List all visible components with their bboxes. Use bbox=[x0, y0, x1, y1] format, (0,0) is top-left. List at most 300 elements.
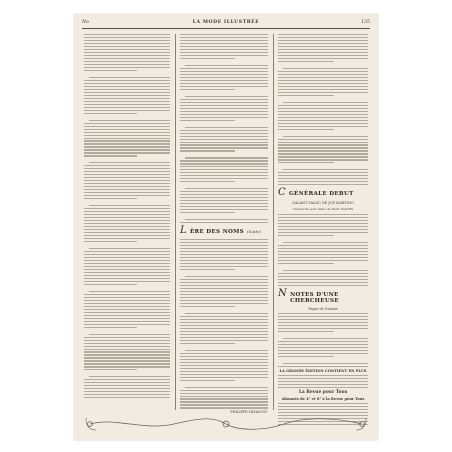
publication-title: LA MODE ILLUSTRÉE bbox=[192, 20, 260, 25]
text-line bbox=[84, 272, 170, 273]
text-line bbox=[278, 86, 368, 87]
text-line bbox=[84, 281, 170, 282]
text-line bbox=[180, 40, 268, 41]
text-line bbox=[84, 186, 170, 187]
text-line bbox=[84, 123, 170, 124]
text-line bbox=[180, 108, 268, 109]
text-line bbox=[89, 205, 170, 206]
text-line bbox=[180, 294, 268, 295]
text-line bbox=[84, 351, 170, 352]
text-line bbox=[84, 37, 170, 38]
text-line bbox=[89, 120, 170, 121]
text-line bbox=[180, 46, 268, 47]
subscription-notice: Abonnés de 4° et 8° à la Revue pour Tous bbox=[281, 397, 365, 402]
text-line bbox=[180, 362, 268, 363]
text-line bbox=[180, 34, 268, 35]
revue-title: La Revue pour Tous bbox=[298, 390, 348, 396]
text-line bbox=[278, 214, 368, 215]
text-line bbox=[180, 150, 235, 151]
text-line bbox=[278, 108, 368, 109]
text-line bbox=[84, 315, 170, 316]
text-line bbox=[84, 195, 170, 196]
text-line bbox=[278, 257, 368, 258]
text-line bbox=[278, 350, 368, 351]
text-line bbox=[84, 269, 170, 270]
column-left bbox=[84, 34, 170, 410]
text-line bbox=[180, 120, 235, 121]
text-line bbox=[185, 276, 268, 277]
text-line bbox=[84, 226, 170, 227]
text-line bbox=[278, 184, 368, 185]
text-line bbox=[278, 325, 368, 326]
text-line bbox=[278, 74, 368, 75]
text-line bbox=[180, 380, 235, 381]
text-line bbox=[283, 242, 368, 243]
text-line bbox=[89, 77, 170, 78]
text-line bbox=[180, 111, 268, 112]
text-line bbox=[84, 360, 170, 361]
text-line bbox=[89, 248, 170, 249]
text-line bbox=[278, 52, 368, 53]
text-line bbox=[278, 313, 368, 314]
text-line bbox=[180, 401, 268, 402]
text-line bbox=[278, 142, 368, 143]
text-line bbox=[278, 282, 368, 283]
text-line bbox=[84, 61, 170, 62]
text-line bbox=[180, 114, 268, 115]
text-line bbox=[84, 89, 170, 90]
text-line bbox=[180, 257, 268, 258]
text-line bbox=[278, 263, 334, 264]
text-line bbox=[180, 206, 268, 207]
text-line bbox=[84, 238, 170, 239]
text-line bbox=[278, 105, 368, 106]
text-line bbox=[278, 71, 368, 72]
text-line bbox=[278, 77, 368, 78]
section-subtitle: (Suite). bbox=[247, 230, 263, 235]
text-line bbox=[180, 398, 268, 399]
text-line bbox=[278, 83, 368, 84]
text-line bbox=[278, 344, 368, 345]
text-line bbox=[278, 319, 368, 320]
text-line bbox=[278, 126, 368, 127]
text-line bbox=[278, 403, 368, 404]
text-line bbox=[84, 138, 170, 139]
text-line bbox=[84, 64, 170, 65]
text-line bbox=[84, 149, 170, 150]
text-line bbox=[180, 282, 268, 283]
text-line bbox=[185, 65, 268, 66]
text-line bbox=[278, 316, 368, 317]
text-line bbox=[89, 334, 170, 335]
text-line bbox=[84, 369, 137, 370]
text-line bbox=[278, 273, 368, 274]
text-line bbox=[278, 120, 368, 121]
text-line bbox=[278, 111, 368, 112]
text-line bbox=[84, 275, 170, 276]
text-line bbox=[278, 80, 368, 81]
text-line bbox=[84, 232, 170, 233]
text-line bbox=[84, 40, 170, 41]
text-line bbox=[180, 55, 268, 56]
text-line bbox=[278, 276, 368, 277]
text-line bbox=[278, 341, 368, 342]
text-line bbox=[185, 188, 268, 189]
text-line bbox=[84, 306, 170, 307]
text-line bbox=[278, 147, 368, 148]
text-line bbox=[84, 366, 170, 367]
text-line bbox=[84, 52, 170, 53]
text-line bbox=[185, 96, 268, 97]
text-line bbox=[180, 203, 268, 204]
text-line bbox=[180, 334, 268, 335]
text-line bbox=[180, 86, 268, 87]
text-line bbox=[84, 189, 170, 190]
text-line bbox=[185, 157, 268, 158]
text-line bbox=[278, 409, 368, 410]
music-credit: Transcrite pour piano de PAUL WACHS bbox=[292, 207, 354, 212]
text-line bbox=[283, 102, 368, 103]
text-line bbox=[278, 58, 368, 59]
text-line bbox=[180, 343, 235, 344]
section-subtitle: Pages de Cuisine bbox=[308, 307, 338, 312]
text-line bbox=[278, 40, 368, 41]
text-line bbox=[278, 117, 368, 118]
text-line bbox=[84, 327, 137, 328]
text-line bbox=[84, 174, 170, 175]
text-line bbox=[185, 350, 268, 351]
text-line bbox=[84, 354, 170, 355]
text-line bbox=[89, 376, 170, 377]
text-line bbox=[185, 387, 268, 388]
text-line bbox=[180, 102, 268, 103]
text-line bbox=[180, 288, 268, 289]
text-line bbox=[278, 181, 368, 182]
text-line bbox=[278, 245, 368, 246]
text-line bbox=[180, 248, 268, 249]
text-line bbox=[84, 180, 170, 181]
text-line bbox=[180, 390, 268, 391]
text-line bbox=[278, 384, 368, 385]
text-line bbox=[180, 80, 268, 81]
text-line bbox=[278, 114, 368, 115]
text-line bbox=[278, 159, 368, 160]
text-line bbox=[180, 166, 268, 167]
text-line bbox=[180, 377, 268, 378]
text-line bbox=[84, 98, 170, 99]
text-line bbox=[180, 136, 268, 137]
text-line bbox=[283, 270, 368, 271]
text-line bbox=[180, 37, 268, 38]
text-line bbox=[278, 217, 368, 218]
text-line bbox=[84, 278, 170, 279]
text-line bbox=[84, 388, 170, 389]
text-line bbox=[180, 404, 268, 405]
text-line bbox=[278, 406, 368, 407]
text-line bbox=[278, 34, 368, 35]
text-line bbox=[180, 89, 235, 90]
text-line bbox=[84, 34, 170, 35]
text-line bbox=[84, 43, 170, 44]
section-title: NOTES D'UNE CHERCHEUSE bbox=[290, 292, 339, 305]
text-line bbox=[180, 99, 268, 100]
text-line bbox=[180, 242, 268, 243]
text-line bbox=[180, 359, 268, 360]
text-line bbox=[84, 214, 170, 215]
text-line bbox=[185, 219, 268, 220]
text-line bbox=[180, 83, 268, 84]
text-line bbox=[84, 349, 170, 350]
text-line bbox=[84, 55, 170, 56]
text-line bbox=[278, 55, 368, 56]
text-line bbox=[180, 365, 268, 366]
column-right bbox=[278, 34, 368, 410]
text-line bbox=[283, 338, 368, 339]
text-line bbox=[84, 318, 170, 319]
text-line bbox=[84, 337, 170, 338]
text-line bbox=[278, 220, 368, 221]
text-line bbox=[84, 363, 170, 364]
text-line bbox=[278, 254, 368, 255]
header-rule bbox=[82, 28, 370, 29]
text-line bbox=[84, 198, 137, 199]
text-line bbox=[180, 130, 268, 131]
text-line bbox=[278, 156, 368, 157]
text-line bbox=[180, 163, 268, 164]
edition-notice: LA GRANDE ÉDITION CONTIENT EN PLUS bbox=[279, 369, 367, 374]
newspaper-page bbox=[74, 14, 378, 440]
text-line bbox=[84, 101, 170, 102]
text-line bbox=[84, 346, 170, 347]
text-line bbox=[84, 382, 170, 383]
text-line bbox=[278, 356, 334, 357]
text-line bbox=[84, 113, 137, 114]
text-line bbox=[180, 147, 268, 148]
text-line bbox=[278, 279, 368, 280]
text-line bbox=[180, 316, 268, 317]
text-line bbox=[84, 303, 170, 304]
text-line bbox=[180, 133, 268, 134]
text-line bbox=[180, 74, 268, 75]
text-line bbox=[84, 379, 170, 380]
text-line bbox=[180, 222, 268, 223]
text-line bbox=[278, 387, 368, 388]
text-line bbox=[283, 68, 368, 69]
text-line bbox=[84, 211, 170, 212]
text-line bbox=[84, 235, 170, 236]
text-line bbox=[180, 285, 268, 286]
text-line bbox=[278, 223, 368, 224]
text-line bbox=[180, 194, 268, 195]
section-heading-names bbox=[180, 226, 268, 236]
text-line bbox=[278, 172, 368, 173]
text-line bbox=[84, 152, 170, 153]
text-line bbox=[180, 169, 268, 170]
text-line bbox=[180, 68, 268, 69]
text-line bbox=[84, 58, 170, 59]
text-line bbox=[84, 229, 170, 230]
text-line bbox=[278, 89, 368, 90]
text-line bbox=[278, 129, 334, 130]
text-line bbox=[84, 135, 170, 136]
text-line bbox=[180, 337, 268, 338]
text-line bbox=[180, 297, 268, 298]
text-line bbox=[180, 239, 268, 240]
text-line bbox=[180, 306, 235, 307]
drop-cap: C bbox=[278, 187, 286, 199]
text-line bbox=[84, 168, 170, 169]
text-line bbox=[84, 146, 170, 147]
text-line bbox=[278, 248, 368, 249]
text-line bbox=[180, 245, 268, 246]
text-line bbox=[84, 217, 170, 218]
text-line bbox=[278, 61, 334, 62]
text-line bbox=[84, 241, 137, 242]
text-line bbox=[84, 143, 170, 144]
text-line bbox=[84, 300, 170, 301]
text-line bbox=[84, 126, 170, 127]
text-line bbox=[278, 153, 368, 154]
text-line bbox=[84, 183, 170, 184]
text-line bbox=[283, 363, 368, 364]
text-line bbox=[180, 269, 235, 270]
text-line bbox=[278, 37, 368, 38]
text-line bbox=[84, 192, 170, 193]
text-line bbox=[278, 175, 368, 176]
text-line bbox=[180, 374, 268, 375]
text-line bbox=[180, 371, 268, 372]
text-line bbox=[278, 328, 368, 329]
text-line bbox=[180, 71, 268, 72]
text-line bbox=[278, 92, 368, 93]
text-line bbox=[185, 127, 268, 128]
text-line bbox=[84, 251, 170, 252]
text-line bbox=[84, 223, 170, 224]
text-line bbox=[180, 117, 268, 118]
text-line bbox=[180, 212, 235, 213]
text-line bbox=[180, 325, 268, 326]
text-line bbox=[84, 165, 170, 166]
text-line bbox=[180, 142, 268, 143]
text-line bbox=[84, 340, 170, 341]
text-line bbox=[278, 229, 368, 230]
text-line bbox=[84, 155, 137, 156]
text-line bbox=[180, 139, 268, 140]
text-line bbox=[180, 319, 268, 320]
text-line bbox=[84, 67, 170, 68]
text-line bbox=[278, 347, 368, 348]
section-title: ÈRE DES NOMS bbox=[189, 229, 244, 236]
text-line bbox=[278, 150, 368, 151]
text-line bbox=[180, 322, 268, 323]
text-line bbox=[278, 49, 368, 50]
issue-number: No bbox=[82, 20, 89, 25]
text-line bbox=[84, 83, 170, 84]
text-line bbox=[84, 92, 170, 93]
column-divider bbox=[273, 34, 274, 410]
text-line bbox=[180, 49, 268, 50]
text-line bbox=[180, 43, 268, 44]
text-line bbox=[84, 394, 170, 395]
text-line bbox=[278, 43, 368, 44]
text-line bbox=[84, 260, 170, 261]
text-line bbox=[84, 294, 170, 295]
text-line bbox=[278, 232, 368, 233]
text-line bbox=[180, 393, 268, 394]
ornament-border-icon bbox=[84, 416, 368, 432]
text-line bbox=[84, 324, 170, 325]
text-line bbox=[180, 58, 235, 59]
text-line bbox=[278, 251, 368, 252]
text-line bbox=[84, 312, 170, 313]
text-line bbox=[278, 235, 334, 236]
text-line bbox=[84, 284, 137, 285]
footer-ornament bbox=[84, 416, 368, 432]
text-line bbox=[84, 107, 170, 108]
text-line bbox=[180, 181, 235, 182]
text-line bbox=[84, 95, 170, 96]
text-line bbox=[180, 266, 268, 267]
text-line bbox=[180, 144, 268, 145]
text-line bbox=[180, 160, 268, 161]
text-line bbox=[84, 309, 170, 310]
text-line bbox=[180, 175, 268, 176]
text-line bbox=[180, 331, 268, 332]
text-line bbox=[84, 177, 170, 178]
text-line bbox=[180, 197, 268, 198]
text-line bbox=[84, 70, 137, 71]
text-line bbox=[84, 385, 170, 386]
text-line bbox=[84, 129, 170, 130]
section-heading-music bbox=[278, 188, 368, 198]
text-line bbox=[84, 357, 170, 358]
text-line bbox=[84, 171, 170, 172]
text-line bbox=[180, 291, 268, 292]
section-title: GÉNÉRALE DEBUT bbox=[288, 191, 354, 198]
text-line bbox=[180, 191, 268, 192]
text-line bbox=[180, 340, 268, 341]
text-line bbox=[89, 162, 170, 163]
text-line bbox=[84, 208, 170, 209]
text-line bbox=[278, 375, 368, 376]
section-heading-notes bbox=[278, 289, 368, 304]
text-line bbox=[180, 209, 268, 210]
text-line bbox=[84, 397, 170, 398]
text-line bbox=[278, 123, 368, 124]
text-line bbox=[180, 396, 268, 397]
text-line bbox=[180, 260, 268, 261]
text-line bbox=[84, 257, 170, 258]
page-header bbox=[82, 18, 370, 30]
text-line bbox=[84, 391, 170, 392]
text-line bbox=[84, 140, 170, 141]
text-line bbox=[278, 322, 368, 323]
text-line bbox=[283, 169, 368, 170]
text-line bbox=[283, 136, 368, 137]
text-line bbox=[84, 132, 170, 133]
text-line bbox=[84, 46, 170, 47]
text-line bbox=[278, 178, 368, 179]
text-line bbox=[278, 162, 334, 163]
text-line bbox=[180, 263, 268, 264]
text-line bbox=[84, 49, 170, 50]
text-line bbox=[89, 291, 170, 292]
text-line bbox=[278, 353, 368, 354]
text-line bbox=[180, 328, 268, 329]
text-line bbox=[180, 356, 268, 357]
text-line bbox=[180, 77, 268, 78]
text-line bbox=[84, 263, 170, 264]
